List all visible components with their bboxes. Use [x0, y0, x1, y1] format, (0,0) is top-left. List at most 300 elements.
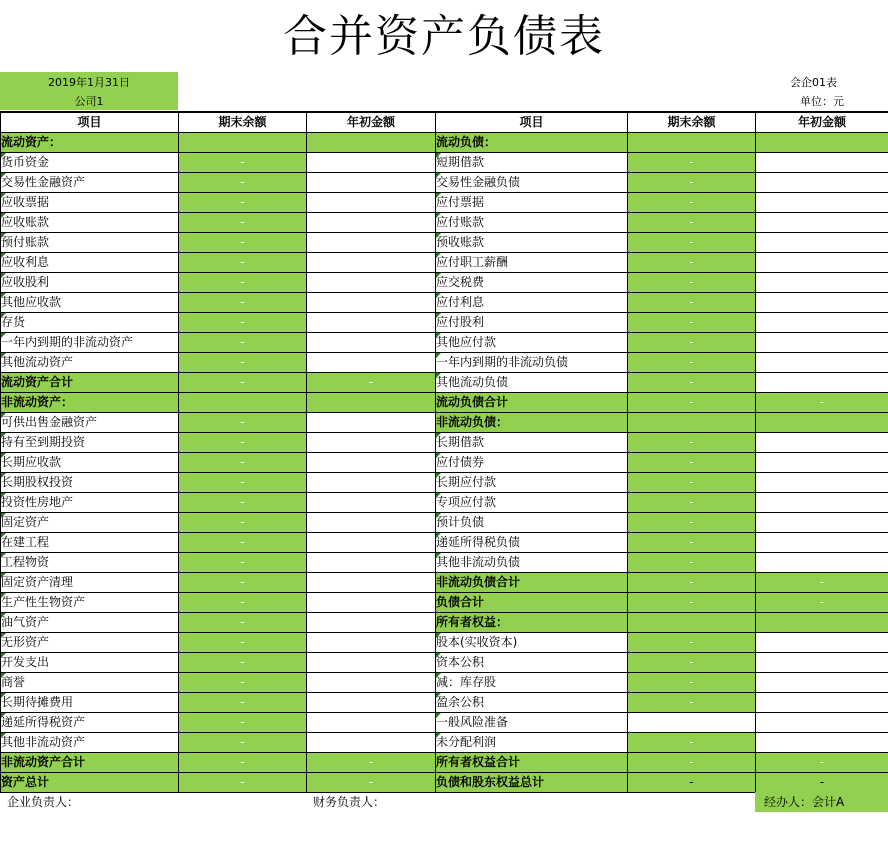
table-row [1, 752, 888, 772]
beginning-balance-left[interactable] [307, 172, 436, 192]
row-label-left [1, 572, 179, 592]
beginning-balance-left[interactable] [307, 272, 436, 292]
cell-marker-icon [1, 613, 6, 618]
row-label-right [436, 212, 628, 232]
beginning-balance-left[interactable]: - [307, 372, 436, 392]
ending-balance-left[interactable]: - [179, 692, 307, 712]
ending-balance-left[interactable]: - [179, 192, 307, 212]
beginning-balance-left[interactable] [307, 252, 436, 272]
table-row [1, 772, 888, 792]
cell-marker-icon [436, 513, 441, 518]
beginning-balance-right[interactable] [756, 512, 888, 532]
row-label-text: 长期借款 [436, 435, 485, 449]
manager-field[interactable]: 经办人：会计A [755, 792, 888, 812]
cell-marker-icon [1, 733, 6, 738]
beginning-balance-right[interactable] [756, 212, 888, 232]
row-label-right [436, 632, 628, 652]
ending-balance-left[interactable]: - [179, 412, 307, 432]
row-label-text: 固定资产 [1, 515, 50, 529]
row-label-right [436, 772, 628, 792]
row-label-text: 长期应收款 [1, 455, 62, 469]
beginning-balance-right[interactable] [756, 412, 888, 432]
row-label-right [436, 412, 628, 432]
row-label-left [1, 532, 179, 552]
ending-balance-left[interactable]: - [179, 232, 307, 252]
row-label-left [1, 452, 179, 472]
cell-marker-icon [1, 313, 6, 318]
beginning-balance-left[interactable] [307, 572, 436, 592]
cell-marker-icon [1, 593, 6, 598]
ending-balance-right[interactable]: - [628, 392, 756, 412]
beginning-balance-right[interactable] [756, 292, 888, 312]
cell-marker-icon [436, 493, 441, 498]
cell-marker-icon [436, 233, 441, 238]
row-label-left [1, 212, 179, 232]
beginning-balance-left[interactable] [307, 612, 436, 632]
cell-marker-icon [436, 473, 441, 478]
cell-marker-icon [1, 293, 6, 298]
row-label-right [436, 652, 628, 672]
row-label-left [1, 472, 179, 492]
cell-marker-icon [436, 713, 441, 718]
cell-marker-icon [1, 273, 6, 278]
beginning-balance-right[interactable] [756, 612, 888, 632]
ending-balance-left[interactable]: - [179, 772, 307, 792]
ending-balance-left[interactable]: - [179, 652, 307, 672]
beginning-balance-right[interactable] [756, 312, 888, 332]
row-label-text: 短期借款 [436, 155, 485, 169]
ending-balance-right[interactable]: - [628, 772, 756, 792]
cell-marker-icon [1, 153, 6, 158]
row-label-right [436, 132, 628, 152]
beginning-balance-right[interactable]: - [756, 772, 888, 792]
ending-balance-right[interactable]: - [628, 152, 756, 172]
beginning-balance-right[interactable] [756, 492, 888, 512]
ending-balance-left[interactable]: - [179, 332, 307, 352]
beginning-balance-right[interactable]: - [756, 392, 888, 412]
row-label-left [1, 352, 179, 372]
row-label-text: 工程物资 [1, 555, 50, 569]
beginning-balance-left[interactable] [307, 552, 436, 572]
ending-balance-right[interactable]: - [628, 492, 756, 512]
row-label-right [436, 312, 628, 332]
row-label-right [436, 452, 628, 472]
row-label-left [1, 492, 179, 512]
beginning-balance-left[interactable] [307, 392, 436, 412]
table-row [1, 192, 888, 212]
ending-balance-right[interactable]: - [628, 572, 756, 592]
beginning-balance-right[interactable] [756, 172, 888, 192]
row-label-text: 一年内到期的非流动负债 [436, 355, 569, 369]
row-label-right [436, 572, 628, 592]
row-label-left [1, 692, 179, 712]
cell-marker-icon [1, 173, 6, 178]
row-label-text: 负债合计 [436, 595, 485, 609]
ending-balance-right[interactable]: - [628, 212, 756, 232]
cell-marker-icon [1, 253, 6, 258]
ending-balance-left[interactable] [179, 132, 307, 152]
row-label-text: 一般风险准备 [436, 715, 509, 729]
row-label-text: 非流动负债： [436, 415, 509, 429]
table-row [1, 132, 888, 152]
cell-marker-icon [436, 253, 441, 258]
ending-balance-right[interactable]: - [628, 732, 756, 752]
beginning-balance-left[interactable] [307, 132, 436, 152]
cell-marker-icon [1, 453, 6, 458]
beginning-balance-left[interactable]: - [307, 752, 436, 772]
beginning-balance-left[interactable] [307, 492, 436, 512]
beginning-balance-right[interactable] [756, 652, 888, 672]
ending-balance-left[interactable]: - [179, 252, 307, 272]
cell-marker-icon [1, 673, 6, 678]
row-label-text: 预计负债 [436, 515, 485, 529]
row-label-right [436, 472, 628, 492]
row-label-text: 专项应付款 [436, 495, 497, 509]
table-body [1, 132, 888, 792]
row-label-text: 非流动资产： [1, 395, 74, 409]
ending-balance-right[interactable]: - [628, 532, 756, 552]
beginning-balance-right[interactable] [756, 192, 888, 212]
row-label-right [436, 252, 628, 272]
ending-balance-left[interactable]: - [179, 152, 307, 172]
report-date[interactable]: 2019年1月31日 [48, 76, 130, 89]
table-row [1, 152, 888, 172]
cell-marker-icon [436, 313, 441, 318]
row-label-left [1, 732, 179, 752]
beginning-balance-left[interactable] [307, 232, 436, 252]
beginning-balance-right[interactable]: - [756, 752, 888, 772]
ending-balance-right[interactable] [628, 712, 756, 732]
row-label-text: 资本公积 [436, 655, 485, 669]
beginning-balance-left[interactable] [307, 152, 436, 172]
ending-balance-left[interactable]: - [179, 292, 307, 312]
row-label-text: 应付职工薪酬 [436, 255, 509, 269]
col-header-beginning-left: 年初金额 [307, 112, 436, 132]
row-label-text: 预付账款 [1, 235, 50, 249]
ending-balance-left[interactable]: - [179, 612, 307, 632]
beginning-balance-right[interactable] [756, 352, 888, 372]
row-label-left [1, 172, 179, 192]
row-label-text: 应交税费 [436, 275, 485, 289]
row-label-right [436, 732, 628, 752]
row-label-text: 其他流动资产 [1, 355, 74, 369]
beginning-balance-left[interactable] [307, 432, 436, 452]
row-label-left [1, 412, 179, 432]
row-label-text: 应付票据 [436, 195, 485, 209]
row-label-text: 负债和股东权益总计 [436, 775, 545, 789]
table-row [1, 372, 888, 392]
table-row [1, 312, 888, 332]
beginning-balance-left[interactable] [307, 292, 436, 312]
ending-balance-left[interactable]: - [179, 452, 307, 472]
ending-balance-left[interactable]: - [179, 272, 307, 292]
row-label-left [1, 232, 179, 252]
row-label-right [436, 512, 628, 532]
row-label-right [436, 192, 628, 212]
ending-balance-right[interactable]: - [628, 452, 756, 472]
row-label-right [436, 492, 628, 512]
ending-balance-right[interactable]: - [628, 232, 756, 252]
row-label-text: 长期股权投资 [1, 475, 74, 489]
beginning-balance-left[interactable] [307, 472, 436, 492]
col-header-item-left: 项目 [1, 112, 179, 132]
cell-marker-icon [436, 693, 441, 698]
table-row [1, 412, 888, 432]
row-label-text: 生产性生物资产 [1, 595, 86, 609]
table-row [1, 232, 888, 252]
beginning-balance-right[interactable] [756, 712, 888, 732]
company-name[interactable]: 公司1 [74, 95, 104, 108]
row-label-text: 油气资产 [1, 615, 50, 629]
beginning-balance-right[interactable] [756, 272, 888, 292]
row-label-left [1, 152, 179, 172]
ending-balance-right[interactable]: - [628, 312, 756, 332]
beginning-balance-left[interactable] [307, 412, 436, 432]
cell-marker-icon [1, 233, 6, 238]
ending-balance-right[interactable]: - [628, 672, 756, 692]
beginning-balance-left[interactable] [307, 332, 436, 352]
beginning-balance-right[interactable] [756, 232, 888, 252]
ending-balance-right[interactable]: - [628, 592, 756, 612]
cell-marker-icon [436, 333, 441, 338]
ending-balance-right[interactable]: - [628, 372, 756, 392]
table-row [1, 172, 888, 192]
row-label-right [436, 232, 628, 252]
row-label-right [436, 712, 628, 732]
ending-balance-right[interactable]: - [628, 272, 756, 292]
ending-balance-right[interactable]: - [628, 192, 756, 212]
beginning-balance-right[interactable] [756, 692, 888, 712]
row-label-text: 其他应收款 [1, 295, 62, 309]
cell-marker-icon [1, 553, 6, 558]
cell-marker-icon [1, 693, 6, 698]
ending-balance-left[interactable]: - [179, 212, 307, 232]
page-title: 合并资产负债表 [283, 11, 605, 62]
ending-balance-right[interactable]: - [628, 652, 756, 672]
beginning-balance-left[interactable] [307, 592, 436, 612]
ending-balance-left[interactable]: - [179, 352, 307, 372]
row-label-left [1, 432, 179, 452]
beginning-balance-right[interactable]: - [756, 572, 888, 592]
row-label-right [436, 272, 628, 292]
ending-balance-right[interactable] [628, 612, 756, 632]
beginning-balance-left[interactable] [307, 712, 436, 732]
row-label-text: 长期应付款 [436, 475, 497, 489]
row-label-text: 未分配利润 [436, 735, 497, 749]
cell-marker-icon [1, 433, 6, 438]
cell-marker-icon [436, 553, 441, 558]
row-label-text: 流动负债： [436, 135, 497, 149]
beginning-balance-left[interactable] [307, 532, 436, 552]
row-label-text: 开发支出 [1, 655, 50, 669]
row-label-left [1, 612, 179, 632]
beginning-balance-right[interactable] [756, 132, 888, 152]
beginning-balance-right[interactable]: - [756, 592, 888, 612]
balance-sheet-table [0, 111, 888, 793]
row-label-left [1, 592, 179, 612]
table-row [1, 632, 888, 652]
beginning-balance-right[interactable] [756, 632, 888, 652]
table-row [1, 292, 888, 312]
row-label-text: 应付账款 [436, 215, 485, 229]
beginning-balance-left[interactable] [307, 692, 436, 712]
beginning-balance-left[interactable]: - [307, 772, 436, 792]
ending-balance-left[interactable]: - [179, 632, 307, 652]
row-label-right [436, 352, 628, 372]
ending-balance-right[interactable]: - [628, 432, 756, 452]
ending-balance-left[interactable]: - [179, 532, 307, 552]
ending-balance-left[interactable]: - [179, 592, 307, 612]
col-header-ending-left: 期末余额 [179, 112, 307, 132]
beginning-balance-left[interactable] [307, 652, 436, 672]
ending-balance-left[interactable]: - [179, 372, 307, 392]
row-label-left [1, 292, 179, 312]
cell-marker-icon [436, 293, 441, 298]
ending-balance-left[interactable]: - [179, 512, 307, 532]
row-label-text: 其他非流动负债 [436, 555, 521, 569]
beginning-balance-left[interactable] [307, 212, 436, 232]
cell-marker-icon [436, 433, 441, 438]
row-label-right [436, 532, 628, 552]
beginning-balance-right[interactable] [756, 432, 888, 452]
cell-marker-icon [436, 273, 441, 278]
row-label-text: 资产总计 [1, 775, 50, 789]
beginning-balance-left[interactable] [307, 672, 436, 692]
cell-marker-icon [436, 193, 441, 198]
table-row [1, 692, 888, 712]
row-label-left [1, 392, 179, 412]
beginning-balance-left[interactable] [307, 732, 436, 752]
row-label-text: 流动负债合计 [436, 395, 509, 409]
ending-balance-right[interactable]: - [628, 252, 756, 272]
beginning-balance-right[interactable] [756, 552, 888, 572]
row-label-text: 在建工程 [1, 535, 50, 549]
ending-balance-left[interactable]: - [179, 312, 307, 332]
beginning-balance-right[interactable] [756, 152, 888, 172]
ending-balance-left[interactable]: - [179, 752, 307, 772]
table-row [1, 592, 888, 612]
row-label-right [436, 432, 628, 452]
beginning-balance-left[interactable] [307, 312, 436, 332]
row-label-right [436, 752, 628, 772]
ending-balance-left[interactable]: - [179, 712, 307, 732]
row-label-text: 流动资产合计 [1, 375, 74, 389]
row-label-left [1, 652, 179, 672]
table-row [1, 472, 888, 492]
ending-balance-right[interactable] [628, 412, 756, 432]
beginning-balance-right[interactable] [756, 472, 888, 492]
row-label-left [1, 772, 179, 792]
ending-balance-left[interactable]: - [179, 492, 307, 512]
ending-balance-right[interactable]: - [628, 752, 756, 772]
beginning-balance-left[interactable] [307, 352, 436, 372]
cell-marker-icon [436, 633, 441, 638]
row-label-text: 应收股利 [1, 275, 50, 289]
table-row [1, 252, 888, 272]
beginning-balance-left[interactable] [307, 632, 436, 652]
cell-marker-icon [1, 353, 6, 358]
ending-balance-left[interactable]: - [179, 552, 307, 572]
beginning-balance-right[interactable] [756, 452, 888, 472]
col-header-beginning-right: 年初金额 [756, 112, 888, 132]
col-header-item-right: 项目 [436, 112, 628, 132]
cell-marker-icon [436, 533, 441, 538]
cell-marker-icon [436, 153, 441, 158]
row-label-left [1, 632, 179, 652]
row-label-text: 其他应付款 [436, 335, 497, 349]
table-row [1, 512, 888, 532]
table-row [1, 612, 888, 632]
row-label-text: 固定资产清理 [1, 575, 74, 589]
ending-balance-right[interactable] [628, 132, 756, 152]
row-label-left [1, 312, 179, 332]
ending-balance-left[interactable] [179, 392, 307, 412]
ending-balance-left[interactable]: - [179, 572, 307, 592]
cell-marker-icon [436, 373, 441, 378]
row-label-left [1, 552, 179, 572]
beginning-balance-right[interactable] [756, 532, 888, 552]
beginning-balance-right[interactable] [756, 372, 888, 392]
cell-marker-icon [1, 333, 6, 338]
row-label-text: 交易性金融资产 [1, 175, 86, 189]
row-label-left [1, 372, 179, 392]
table-row [1, 652, 888, 672]
beginning-balance-left[interactable] [307, 512, 436, 532]
ending-balance-left[interactable]: - [179, 172, 307, 192]
ending-balance-right[interactable]: - [628, 632, 756, 652]
row-label-right [436, 332, 628, 352]
row-label-text: 应付股利 [436, 315, 485, 329]
ending-balance-right[interactable]: - [628, 172, 756, 192]
ending-balance-right[interactable]: - [628, 512, 756, 532]
beginning-balance-right[interactable] [756, 252, 888, 272]
ending-balance-right[interactable]: - [628, 332, 756, 352]
ending-balance-right[interactable]: - [628, 352, 756, 372]
ending-balance-right[interactable]: - [628, 292, 756, 312]
ending-balance-left[interactable]: - [179, 732, 307, 752]
row-label-text: 交易性金融负债 [436, 175, 521, 189]
row-label-text: 应付债券 [436, 455, 485, 469]
cell-marker-icon [1, 493, 6, 498]
beginning-balance-left[interactable] [307, 452, 436, 472]
row-label-left [1, 512, 179, 532]
beginning-balance-right[interactable] [756, 672, 888, 692]
row-label-text: 应付利息 [436, 295, 485, 309]
cell-marker-icon [1, 413, 6, 418]
row-label-text: 递延所得税负债 [436, 535, 521, 549]
ending-balance-left[interactable]: - [179, 672, 307, 692]
ending-balance-right[interactable]: - [628, 472, 756, 492]
row-label-right [436, 372, 628, 392]
ending-balance-left[interactable]: - [179, 432, 307, 452]
ending-balance-left[interactable]: - [179, 472, 307, 492]
beginning-balance-right[interactable] [756, 332, 888, 352]
legal-representative-label: 企业负责人： [7, 795, 80, 809]
row-label-text: 货币资金 [1, 155, 50, 169]
table-row [1, 212, 888, 232]
row-label-text: 所有者权益合计 [436, 755, 521, 769]
row-label-right [436, 672, 628, 692]
ending-balance-right[interactable]: - [628, 692, 756, 712]
cell-marker-icon [436, 453, 441, 458]
beginning-balance-right[interactable] [756, 732, 888, 752]
cell-marker-icon [1, 213, 6, 218]
table-row [1, 712, 888, 732]
row-label-text: 减：库存股 [436, 675, 497, 689]
row-label-right [436, 392, 628, 412]
beginning-balance-left[interactable] [307, 192, 436, 212]
ending-balance-right[interactable]: - [628, 552, 756, 572]
